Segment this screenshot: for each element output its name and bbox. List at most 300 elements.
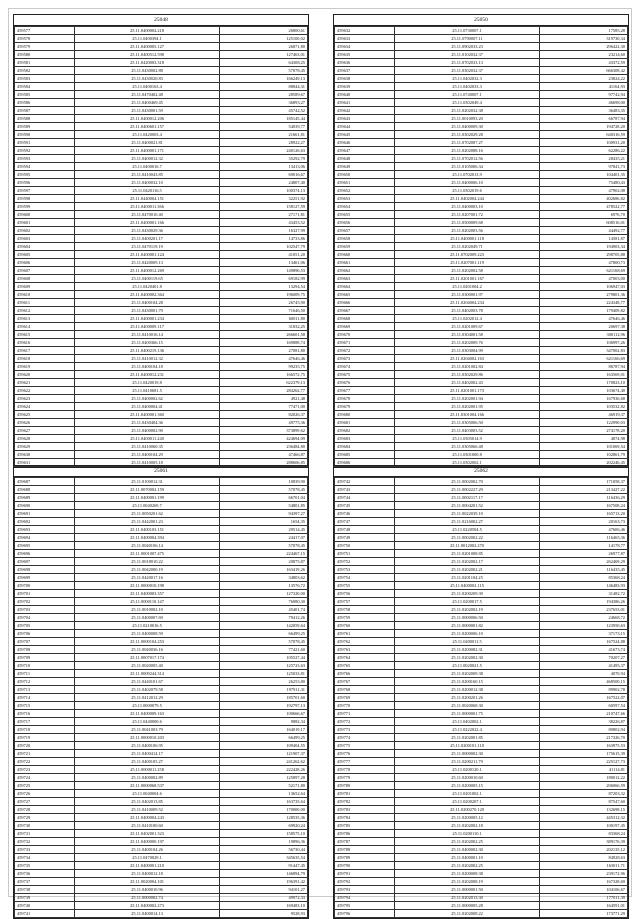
table-row <box>15 115 308 123</box>
row-id-cell: 459611 <box>15 299 75 307</box>
row-id-cell: 459772 <box>335 718 395 726</box>
amount-cell: 99235,75 <box>219 363 307 371</box>
code-cell: 25.11.0300001.97 <box>395 291 539 299</box>
row-id-cell: 459626 <box>15 419 75 427</box>
code-cell: 25.11.0022039.10 <box>395 510 539 518</box>
code-cell: 25.11.0102032.37 <box>395 51 539 59</box>
code-cell: 25.11.0420401.8 <box>75 283 219 291</box>
row-id-cell: 459658 <box>335 235 395 243</box>
row-id-cell: 459606 <box>15 259 75 267</box>
table-row <box>15 99 308 107</box>
amount-cell: 64308,25 <box>219 59 307 67</box>
amount-cell: 94397,27 <box>219 510 307 518</box>
code-cell: 25.11.0202012.4 <box>395 315 539 323</box>
amount-cell: 132698,15 <box>539 806 627 814</box>
amount-cell: 24417,07 <box>219 534 307 542</box>
table-row <box>15 638 308 646</box>
amount-cell: 49775,36 <box>219 419 307 427</box>
row-id-cell: 459656 <box>335 219 395 227</box>
table-row <box>335 838 628 846</box>
code-cell: 25.11.0204002.163 <box>395 355 539 363</box>
amount-cell: 41495,37 <box>539 662 627 670</box>
panel-bottom-right <box>333 465 629 919</box>
row-id-cell: 459766 <box>335 670 395 678</box>
table-row <box>15 878 308 886</box>
code-cell: 25.11.0400219.136 <box>75 347 219 355</box>
row-id-cell: 459767 <box>335 678 395 686</box>
code-cell: 25.11.0402004.244 <box>395 195 539 203</box>
code-cell: 25.11.0010002.10 <box>75 606 219 614</box>
row-id-cell: 459582 <box>15 67 75 75</box>
row-id-cell: 459736 <box>15 870 75 878</box>
code-cell: 25.11.0400011.240 <box>75 435 219 443</box>
amount-cell: 347002,83 <box>539 347 627 355</box>
panel-title: 25050 <box>334 15 628 26</box>
row-id-cell: 459706 <box>15 630 75 638</box>
amount-cell: 164591,01 <box>539 902 627 910</box>
table-row <box>15 782 308 790</box>
amount-cell: 56730,44 <box>219 846 307 854</box>
code-cell: 25.11.0000010.203 <box>75 734 219 742</box>
table-row <box>15 806 308 814</box>
amount-cell: 105527,44 <box>219 654 307 662</box>
row-id-cell: 459752 <box>335 558 395 566</box>
amount-cell: 125723,63 <box>219 662 307 670</box>
amount-cell: 20697,38 <box>539 323 627 331</box>
row-id-cell: 459585 <box>15 91 75 99</box>
amount-cell: 284262,77 <box>219 387 307 395</box>
code-cell: 25.11.0470010.40 <box>75 211 219 219</box>
row-id-cell: 459685 <box>335 451 395 459</box>
table-row <box>15 654 308 662</box>
document-page <box>8 8 632 916</box>
table-row <box>335 299 628 307</box>
amount-cell: 103674,40 <box>539 387 627 395</box>
row-id-cell: 459765 <box>335 662 395 670</box>
table-row <box>335 187 628 195</box>
code-cell: 25.11.0200211.79 <box>395 758 539 766</box>
table-row <box>15 622 308 630</box>
amount-cell: 71646,50 <box>219 307 307 315</box>
code-cell: 25.11.0400201.17 <box>75 235 219 243</box>
row-id-cell: 459672 <box>335 347 395 355</box>
row-id-cell: 459783 <box>335 806 395 814</box>
table-row <box>335 614 628 622</box>
table-row <box>15 478 308 486</box>
code-cell: 25.11.0200209.39 <box>395 590 539 598</box>
code-cell: 25.11.0430001.79 <box>75 307 219 315</box>
amount-cell: 185145,44 <box>219 115 307 123</box>
table-row <box>335 870 628 878</box>
table-row <box>15 203 308 211</box>
code-cell: 25.11.0410009.52 <box>75 806 219 814</box>
table-row <box>15 331 308 339</box>
row-id-cell: 459723 <box>15 766 75 774</box>
code-cell: 25.11.0402002.43 <box>395 379 539 387</box>
amount-cell: 41673,74 <box>539 646 627 654</box>
code-cell: 25.11.0400001.166 <box>75 219 219 227</box>
amount-cell: 104106,67 <box>539 886 627 894</box>
code-cell: 25.11.0040106.14 <box>75 542 219 550</box>
code-cell: 25.11.0207001.72 <box>395 211 539 219</box>
row-id-cell: 459689 <box>15 494 75 502</box>
row-id-cell: 459641 <box>335 99 395 107</box>
code-cell: 25.11.0042000.19 <box>75 566 219 574</box>
code-cell: 25.11.0200270.120 <box>395 806 539 814</box>
row-id-cell: 459779 <box>335 774 395 782</box>
code-cell: 25.11.0702009.223 <box>395 251 539 259</box>
row-id-cell: 459720 <box>15 742 75 750</box>
row-id-cell: 459742 <box>335 478 395 486</box>
code-cell: 25.11.0305006.50 <box>395 419 539 427</box>
row-id-cell: 459617 <box>15 347 75 355</box>
row-id-cell: 459601 <box>15 219 75 227</box>
code-cell: 25.11.0400021.81 <box>75 139 219 147</box>
code-cell: 25.11.0216002.27 <box>395 518 539 526</box>
row-id-cell: 459771 <box>335 710 395 718</box>
amount-cell: 23214,60 <box>539 51 627 59</box>
row-id-cell: 459587 <box>15 107 75 115</box>
row-id-cell: 459700 <box>15 582 75 590</box>
row-id-cell: 459591 <box>15 139 75 147</box>
panel-title: 25061 <box>14 466 308 477</box>
table-row <box>335 203 628 211</box>
code-cell: 25.11.0200101.110 <box>395 742 539 750</box>
table-row <box>15 339 308 347</box>
amount-cell: 26800,61 <box>219 27 307 35</box>
table-row <box>15 235 308 243</box>
table-row <box>15 251 308 259</box>
table-row <box>15 630 308 638</box>
amount-cell: 31832,25 <box>219 323 307 331</box>
table-row <box>15 486 308 494</box>
amount-cell: 274178,20 <box>539 427 627 435</box>
table-row <box>335 35 628 43</box>
row-id-cell: 459596 <box>15 179 75 187</box>
amount-cell: 76080,30 <box>219 598 307 606</box>
row-id-cell: 459697 <box>15 558 75 566</box>
code-cell: 25.11.0400032.10 <box>75 179 219 187</box>
code-cell: 25.11.0400001.234 <box>75 315 219 323</box>
code-cell: 25.11.0000001.75 <box>395 710 539 718</box>
code-cell: 25.11.0400001.118 <box>395 235 539 243</box>
amount-cell: 4874,98 <box>539 435 627 443</box>
table-row <box>335 275 628 283</box>
amount-cell: 288606,85 <box>219 459 307 467</box>
amount-cell: 194903,34 <box>539 243 627 251</box>
row-id-cell: 459788 <box>335 846 395 854</box>
code-cell: 25.11.0400001.124 <box>75 251 219 259</box>
row-id-cell: 459786 <box>335 830 395 838</box>
row-id-cell: 459618 <box>15 355 75 363</box>
code-cell: 25.11.0400512.598 <box>75 51 219 59</box>
table-row <box>335 379 628 387</box>
table-row <box>335 798 628 806</box>
table-row <box>335 355 628 363</box>
row-id-cell: 459635 <box>335 51 395 59</box>
table-row <box>335 195 628 203</box>
code-cell: 25.11.0790007.11 <box>395 35 539 43</box>
code-cell: 25.11.0410012.32 <box>75 355 219 363</box>
code-cell: 25.11.0400001.210 <box>75 862 219 870</box>
code-cell: 25.11.0400012.32 <box>75 155 219 163</box>
table-row <box>15 854 308 862</box>
table-row <box>335 902 628 910</box>
code-cell: 25.11.0020068.30 <box>395 702 539 710</box>
code-cell: 25.11.0400009.163 <box>75 710 219 718</box>
code-cell: 25.11.0010093.20 <box>395 115 539 123</box>
amount-cell: 666308,42 <box>539 67 627 75</box>
row-id-cell: 459604 <box>15 243 75 251</box>
code-cell: 25.11.0402032.3 <box>395 75 539 83</box>
table-row <box>335 774 628 782</box>
table-row <box>15 355 308 363</box>
row-id-cell: 459600 <box>15 211 75 219</box>
table-row <box>335 478 628 486</box>
amount-cell: 224348,77 <box>539 299 627 307</box>
row-id-cell: 459608 <box>15 275 75 283</box>
panel-top-left <box>13 14 309 468</box>
row-id-cell: 459761 <box>335 630 395 638</box>
amount-cell: 373899,62 <box>219 427 307 435</box>
table-row <box>15 598 308 606</box>
panel-title: 25048 <box>14 15 308 26</box>
code-cell: 25.11.0412012.29 <box>75 694 219 702</box>
row-id-cell: 459692 <box>15 518 75 526</box>
code-cell: 25.11.0400163.4 <box>75 83 219 91</box>
table-row <box>335 590 628 598</box>
code-cell: 25.11.0400002.273 <box>75 902 219 910</box>
code-cell: 25.11.0018010.22 <box>75 558 219 566</box>
code-cell: 25.11.0400007.69 <box>75 614 219 622</box>
row-id-cell: 459789 <box>335 854 395 862</box>
table-row <box>335 147 628 155</box>
amount-cell: 20163,73 <box>539 518 627 526</box>
amount-cell: 158127,59 <box>219 203 307 211</box>
amount-cell: 239172,96 <box>539 870 627 878</box>
table-row <box>335 291 628 299</box>
amount-cell: 175615,39 <box>539 750 627 758</box>
amount-cell: 79412,26 <box>219 614 307 622</box>
code-cell: 25.11.0400012.206 <box>75 115 219 123</box>
amount-cell: 100197,45 <box>539 822 627 830</box>
amount-cell: 69016,67 <box>219 171 307 179</box>
row-id-cell: 459796 <box>335 910 395 918</box>
amount-cell: 88844,31 <box>219 83 307 91</box>
code-cell: 25.11.0200012.38 <box>395 686 539 694</box>
table-row <box>15 574 308 582</box>
row-id-cell: 459795 <box>335 902 395 910</box>
code-cell: 25.11.0001007.475 <box>75 550 219 558</box>
code-cell: 25.11.0470119.19 <box>75 243 219 251</box>
row-id-cell: 459784 <box>335 814 395 822</box>
row-id-cell: 459667 <box>335 307 395 315</box>
row-id-cell: 459597 <box>15 187 75 195</box>
table-row <box>15 387 308 395</box>
row-id-cell: 459755 <box>335 582 395 590</box>
amount-cell: 24807,40 <box>219 179 307 187</box>
code-cell: 25.11.0402013.85 <box>75 798 219 806</box>
code-cell: 25.11.0400012.18 <box>75 870 219 878</box>
row-id-cell: 459660 <box>335 251 395 259</box>
code-cell: 25.11.0222022.4 <box>395 726 539 734</box>
code-cell: 25.11.0000079.5 <box>75 702 219 710</box>
row-id-cell: 459630 <box>15 451 75 459</box>
amount-cell: 640316,59 <box>539 131 627 139</box>
row-id-cell: 459773 <box>335 726 395 734</box>
data-table <box>14 26 308 467</box>
code-cell: 25.11.0400002.89 <box>75 774 219 782</box>
code-cell: 25.11.0442001.23 <box>75 518 219 526</box>
row-id-cell: 459708 <box>15 646 75 654</box>
table-row <box>335 347 628 355</box>
code-cell: 25.11.0420019.8 <box>75 379 219 387</box>
code-cell: 25.11.0000002.30 <box>395 750 539 758</box>
row-id-cell: 459785 <box>335 822 395 830</box>
row-id-cell: 459768 <box>335 686 395 694</box>
table-row <box>15 494 308 502</box>
table-row <box>335 894 628 902</box>
amount-cell: 45742,52 <box>219 107 307 115</box>
amount-cell: 13652,64 <box>219 790 307 798</box>
row-id-cell: 459710 <box>15 662 75 670</box>
amount-cell: 608516,01 <box>539 219 627 227</box>
amount-cell: 202246,45 <box>539 459 627 467</box>
amount-cell: 166572,75 <box>219 371 307 379</box>
row-id-cell: 459671 <box>335 339 395 347</box>
row-id-cell: 459686 <box>335 459 395 467</box>
table-row <box>15 427 308 435</box>
row-id-cell: 459607 <box>15 267 75 275</box>
amount-cell: 424694,09 <box>219 435 307 443</box>
code-cell: 25.11.0400002.115 <box>395 582 539 590</box>
table-row <box>15 774 308 782</box>
code-cell: 25.11.0200160.15 <box>395 678 539 686</box>
amount-cell: 77471,00 <box>219 403 307 411</box>
amount-cell: 41164,93 <box>539 83 627 91</box>
data-table <box>334 26 628 467</box>
amount-cell: 19896,36 <box>219 838 307 846</box>
amount-cell: 47606,46 <box>539 526 627 534</box>
code-cell: 25.11.0400000.197 <box>75 838 219 846</box>
table-row <box>15 790 308 798</box>
code-cell: 25.11.0400104.28 <box>75 299 219 307</box>
code-cell: 25.11.0302032.37 <box>395 67 539 75</box>
table-row <box>335 451 628 459</box>
row-id-cell: 459662 <box>335 267 395 275</box>
code-cell: 25.11.0304001.58 <box>395 331 539 339</box>
row-id-cell: 459794 <box>335 894 395 902</box>
amount-cell: 38226,87 <box>539 718 627 726</box>
row-id-cell: 459714 <box>15 694 75 702</box>
table-row <box>15 107 308 115</box>
amount-cell: 24668,72 <box>539 614 627 622</box>
row-id-cell: 459614 <box>15 323 75 331</box>
table-row <box>335 315 628 323</box>
table-row <box>335 403 628 411</box>
code-cell: 25.11.0202049.71 <box>395 243 539 251</box>
row-id-cell: 459737 <box>15 878 75 886</box>
code-cell: 25.11.0400414.17 <box>75 750 219 758</box>
row-id-cell: 459717 <box>15 718 75 726</box>
amount-cell: 47003,00 <box>539 275 627 283</box>
row-id-cell: 459580 <box>15 51 75 59</box>
code-cell: 25.11.0402001.323 <box>75 830 219 838</box>
row-id-cell: 459701 <box>15 590 75 598</box>
row-id-cell: 459610 <box>15 291 75 299</box>
code-cell: 25.11.0400002.364 <box>75 291 219 299</box>
row-id-cell: 459754 <box>335 574 395 582</box>
table-row <box>15 830 308 838</box>
table-row <box>335 558 628 566</box>
amount-cell: 202135,12 <box>539 846 627 854</box>
table-row <box>15 510 308 518</box>
amount-cell: 122990,03 <box>539 419 627 427</box>
row-id-cell: 459624 <box>15 403 75 411</box>
table-row <box>335 131 628 139</box>
code-cell: 25.11.0400006.10 <box>395 179 539 187</box>
row-id-cell: 459647 <box>335 147 395 155</box>
table-row <box>15 451 308 459</box>
code-cell: 25.11.0200082.31 <box>395 646 539 654</box>
row-id-cell: 459628 <box>15 435 75 443</box>
amount-cell: 47800,73 <box>539 259 627 267</box>
row-id-cell: 459722 <box>15 758 75 766</box>
amount-cell: 197911,31 <box>219 686 307 694</box>
code-cell: 25.11.0430029.36 <box>75 227 219 235</box>
amount-cell: 47646,46 <box>219 355 307 363</box>
table-row <box>15 379 308 387</box>
table-row <box>335 790 628 798</box>
row-id-cell: 459590 <box>15 131 75 139</box>
table-row <box>15 211 308 219</box>
code-cell: 25.11.0050201.62 <box>75 510 219 518</box>
amount-cell: 29514,45 <box>219 526 307 534</box>
amount-cell: 106997,26 <box>539 339 627 347</box>
table-row <box>15 910 308 918</box>
table-row <box>15 710 308 718</box>
amount-cell: 116435,45 <box>539 566 627 574</box>
table-row <box>15 614 308 622</box>
amount-cell: 389176,39 <box>539 838 627 846</box>
code-cell: 25.11.0070002.159 <box>75 486 219 494</box>
code-cell: 25.11.0202002.17 <box>395 558 539 566</box>
row-id-cell: 459592 <box>15 147 75 155</box>
row-id-cell: 459649 <box>335 163 395 171</box>
row-id-cell: 459632 <box>335 27 395 35</box>
table-row <box>15 702 308 710</box>
table-row <box>15 283 308 291</box>
table-row <box>335 419 628 427</box>
table-row <box>335 83 628 91</box>
amount-cell: 236484,80 <box>219 443 307 451</box>
row-id-cell: 459728 <box>15 806 75 814</box>
amount-cell: 86787,94 <box>539 363 627 371</box>
row-id-cell: 459655 <box>335 211 395 219</box>
row-id-cell: 459774 <box>335 734 395 742</box>
row-id-cell: 459653 <box>335 195 395 203</box>
row-id-cell: 459727 <box>15 798 75 806</box>
table-row <box>335 387 628 395</box>
row-id-cell: 459707 <box>15 638 75 646</box>
code-cell: 25.11.0201001.167 <box>395 275 539 283</box>
amount-cell: 158575,10 <box>219 830 307 838</box>
row-id-cell: 459588 <box>15 115 75 123</box>
row-id-cell: 459698 <box>15 566 75 574</box>
code-cell: 25.11.0200207.1 <box>395 798 539 806</box>
row-id-cell: 459644 <box>335 123 395 131</box>
code-cell: 25.11.0400014.13 <box>75 910 219 918</box>
